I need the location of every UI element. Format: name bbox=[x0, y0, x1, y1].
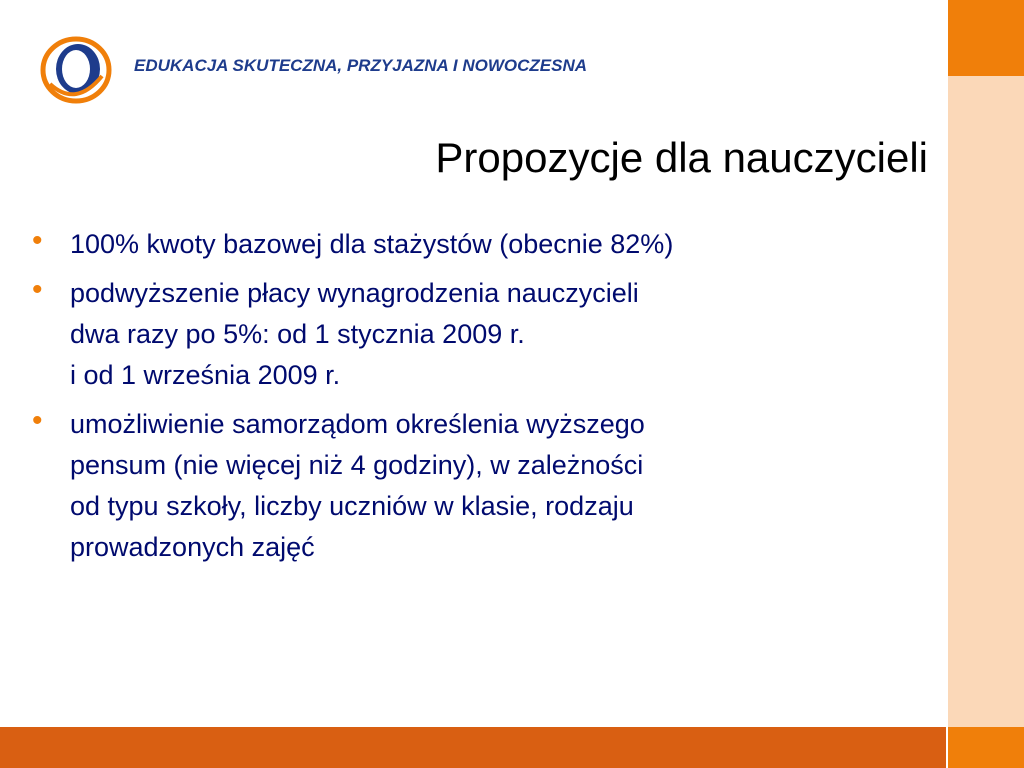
bullet-text: pensum (nie więcej niż 4 godziny), w zależności bbox=[70, 450, 644, 480]
bullet-item bbox=[30, 273, 930, 396]
side-band bbox=[948, 0, 1024, 768]
bullet-text: prowadzonych zajęć bbox=[70, 532, 315, 562]
bullet-item bbox=[30, 404, 930, 568]
bullet-text: 100% kwoty bazowej dla stażystów (obecnie 82%) bbox=[70, 229, 674, 259]
bullet-text: dwa razy po 5%: od 1 stycznia 2009 r. bbox=[70, 319, 525, 349]
band-divider bbox=[946, 0, 948, 768]
bottom-band bbox=[0, 727, 946, 768]
logo-icon bbox=[40, 36, 112, 104]
bullet-icon: • bbox=[32, 404, 43, 437]
bullet-text: i od 1 września 2009 r. bbox=[70, 360, 341, 390]
side-band-top-accent bbox=[948, 0, 1024, 76]
header-tagline: EDUKACJA SKUTECZNA, PRZYJAZNA I NOWOCZESNA bbox=[134, 56, 588, 75]
bullet-item bbox=[30, 224, 930, 265]
bullet-icon: • bbox=[32, 273, 43, 306]
bullet-text: od typu szkoły, liczby uczniów w klasie, rodzaju bbox=[70, 491, 634, 521]
slide-title: Propozycje dla nauczycieli bbox=[435, 134, 928, 181]
bullet-text: umożliwienie samorządom określenia wyższego bbox=[70, 409, 645, 439]
bullet-icon: • bbox=[32, 224, 43, 257]
bullet-list bbox=[30, 224, 930, 576]
bullet-text: podwyższenie płacy wynagrodzenia nauczycieli bbox=[70, 278, 639, 308]
side-band-bottom-accent bbox=[948, 727, 1024, 768]
